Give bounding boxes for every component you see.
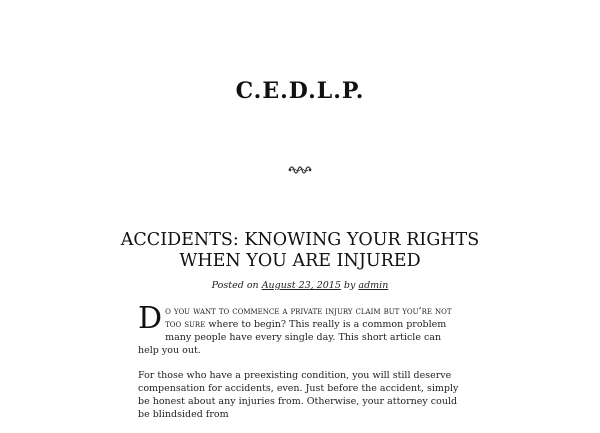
post-meta — [0, 280, 600, 292]
post-content — [138, 301, 463, 433]
by-label: by — [343, 280, 356, 291]
post-paragraph-1 — [138, 301, 463, 357]
flourish-divider-icon — [288, 165, 312, 175]
site-title — [0, 77, 600, 105]
post-title[interactable]: ACCIDENTS: KNOWING YOUR RIGHTS WHEN YOU ARE INJURED — [120, 230, 480, 271]
site-title-link[interactable]: C.E.D.L.P. — [235, 78, 365, 104]
lead-in-smallcaps: o you want to commence a private injury claim but you’re not too sure — [165, 306, 452, 330]
post-date-link[interactable]: August 23, 2015 — [261, 280, 341, 291]
paragraph-1-text: where to begin? This really is a common problem many people have every single day. This short article can help you out. — [138, 319, 447, 356]
post-paragraph-2: For those who have a preexisting condition, you will still deserve compensation for accidents, even. Just before the accident, simply be honest about any injuries from. Otherwise, your attorney could be blindsided from — [138, 370, 459, 420]
drop-cap: D — [138, 301, 163, 336]
posted-on-label: Posted on — [211, 280, 259, 291]
post-author-link[interactable]: admin — [358, 280, 389, 291]
